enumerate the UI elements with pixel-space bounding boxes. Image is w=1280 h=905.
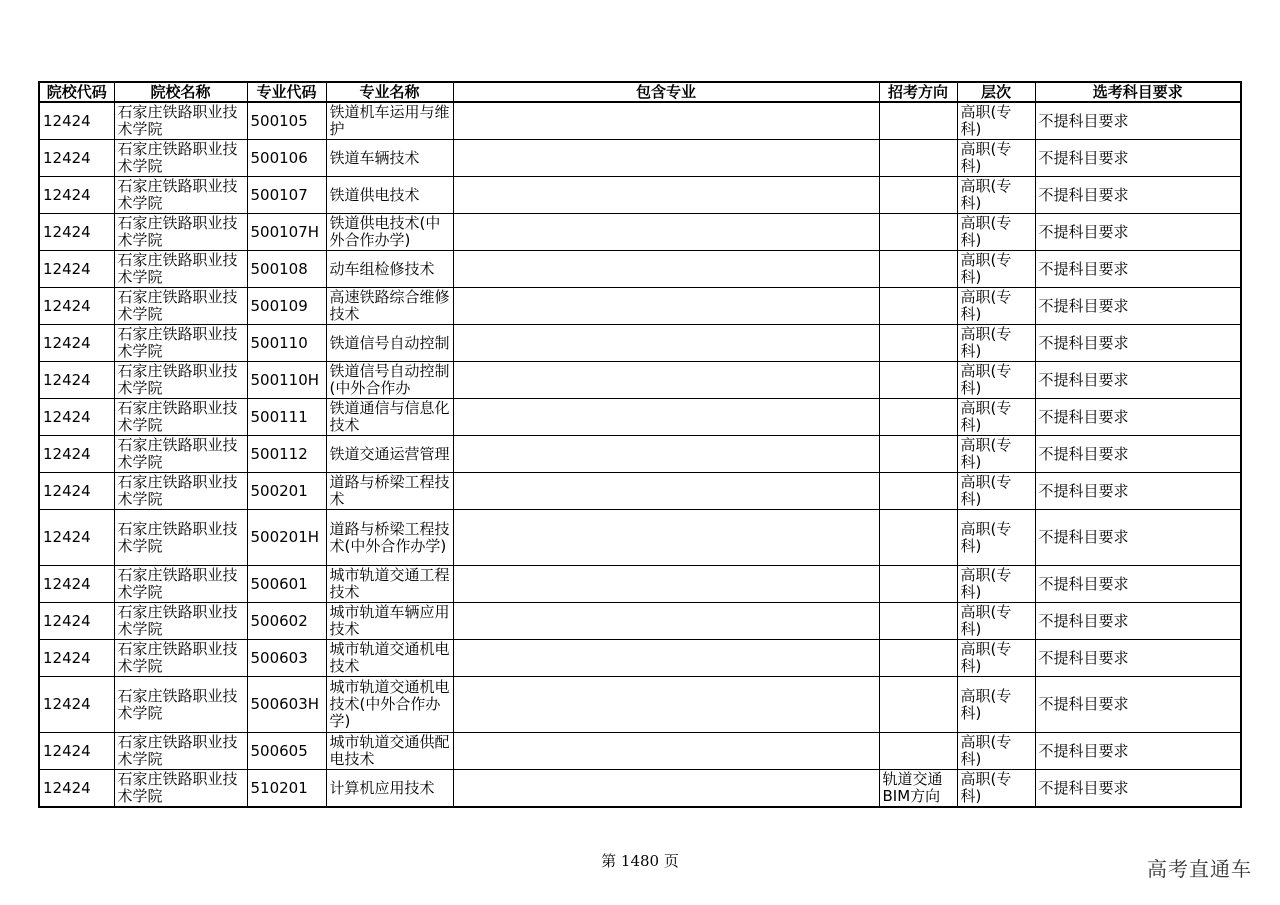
cell-direction (879, 473, 957, 510)
cell-direction (879, 603, 957, 640)
cell-subject-requirement: 不提科目要求 (1035, 177, 1241, 214)
cell-level: 高职(专科) (957, 325, 1035, 362)
cell-subject-requirement: 不提科目要求 (1035, 473, 1241, 510)
cell-subject-requirement: 不提科目要求 (1035, 677, 1241, 733)
cell-school-code: 12424 (39, 102, 114, 140)
cell-school-code: 12424 (39, 214, 114, 251)
header-level: 层次 (957, 82, 1035, 102)
cell-direction (879, 214, 957, 251)
cell-school-name: 石家庄铁路职业技术学院 (114, 288, 247, 325)
cell-major-code: 500110H (247, 362, 326, 399)
cell-included-majors (453, 473, 879, 510)
cell-included-majors (453, 177, 879, 214)
header-direction: 招考方向 (879, 82, 957, 102)
cell-direction (879, 510, 957, 566)
cell-major-code: 500603H (247, 677, 326, 733)
cell-major-name: 铁道供电技术 (326, 177, 453, 214)
cell-major-code: 500601 (247, 566, 326, 603)
cell-school-code: 12424 (39, 140, 114, 177)
cell-school-name: 石家庄铁路职业技术学院 (114, 733, 247, 770)
cell-direction (879, 140, 957, 177)
cell-major-code: 500201H (247, 510, 326, 566)
cell-major-name: 铁道信号自动控制(中外合作办 (326, 362, 453, 399)
cell-major-code: 500107H (247, 214, 326, 251)
cell-major-name: 城市轨道交通机电技术(中外合作办学) (326, 677, 453, 733)
cell-level: 高职(专科) (957, 733, 1035, 770)
cell-school-name: 石家庄铁路职业技术学院 (114, 510, 247, 566)
cell-school-name: 石家庄铁路职业技术学院 (114, 177, 247, 214)
cell-major-name: 铁道机车运用与维护 (326, 102, 453, 140)
cell-included-majors (453, 251, 879, 288)
cell-included-majors (453, 214, 879, 251)
cell-level: 高职(专科) (957, 677, 1035, 733)
table-row (39, 566, 1241, 603)
cell-level: 高职(专科) (957, 603, 1035, 640)
cell-major-code: 500605 (247, 733, 326, 770)
page-number: 第 1480 页 (601, 852, 679, 870)
cell-major-name: 动车组检修技术 (326, 251, 453, 288)
cell-school-name: 石家庄铁路职业技术学院 (114, 436, 247, 473)
cell-major-code: 500109 (247, 288, 326, 325)
cell-school-code: 12424 (39, 677, 114, 733)
cell-major-name: 铁道供电技术(中外合作办学) (326, 214, 453, 251)
cell-school-code: 12424 (39, 177, 114, 214)
cell-school-code: 12424 (39, 473, 114, 510)
cell-included-majors (453, 288, 879, 325)
cell-subject-requirement: 不提科目要求 (1035, 566, 1241, 603)
cell-school-name: 石家庄铁路职业技术学院 (114, 362, 247, 399)
cell-level: 高职(专科) (957, 510, 1035, 566)
cell-included-majors (453, 325, 879, 362)
header-included-majors: 包含专业 (453, 82, 879, 102)
table-row (39, 362, 1241, 399)
cell-subject-requirement: 不提科目要求 (1035, 770, 1241, 808)
cell-direction (879, 733, 957, 770)
cell-school-code: 12424 (39, 325, 114, 362)
cell-included-majors (453, 566, 879, 603)
cell-school-name: 石家庄铁路职业技术学院 (114, 140, 247, 177)
cell-level: 高职(专科) (957, 436, 1035, 473)
cell-level: 高职(专科) (957, 288, 1035, 325)
cell-included-majors (453, 436, 879, 473)
cell-direction (879, 325, 957, 362)
cell-school-name: 石家庄铁路职业技术学院 (114, 640, 247, 677)
cell-school-code: 12424 (39, 770, 114, 808)
cell-major-code: 500201 (247, 473, 326, 510)
cell-included-majors (453, 102, 879, 140)
cell-major-name: 高速铁路综合维修技术 (326, 288, 453, 325)
table-row (39, 399, 1241, 436)
cell-subject-requirement: 不提科目要求 (1035, 436, 1241, 473)
cell-major-name: 城市轨道车辆应用技术 (326, 603, 453, 640)
cell-level: 高职(专科) (957, 770, 1035, 808)
cell-school-name: 石家庄铁路职业技术学院 (114, 102, 247, 140)
header-school-name: 院校名称 (114, 82, 247, 102)
header-major-name: 专业名称 (326, 82, 453, 102)
cell-level: 高职(专科) (957, 362, 1035, 399)
cell-school-code: 12424 (39, 566, 114, 603)
table-row (39, 677, 1241, 733)
cell-school-code: 12424 (39, 362, 114, 399)
cell-subject-requirement: 不提科目要求 (1035, 325, 1241, 362)
cell-subject-requirement: 不提科目要求 (1035, 251, 1241, 288)
cell-direction (879, 251, 957, 288)
cell-school-name: 石家庄铁路职业技术学院 (114, 566, 247, 603)
cell-level: 高职(专科) (957, 102, 1035, 140)
cell-school-name: 石家庄铁路职业技术学院 (114, 214, 247, 251)
table-row (39, 251, 1241, 288)
cell-school-code: 12424 (39, 436, 114, 473)
cell-major-name: 铁道通信与信息化技术 (326, 399, 453, 436)
cell-direction (879, 102, 957, 140)
cell-direction: 轨道交通BIM方向 (879, 770, 957, 808)
cell-level: 高职(专科) (957, 140, 1035, 177)
cell-level: 高职(专科) (957, 399, 1035, 436)
cell-major-name: 城市轨道交通供配电技术 (326, 733, 453, 770)
cell-school-code: 12424 (39, 510, 114, 566)
cell-included-majors (453, 677, 879, 733)
cell-major-code: 500105 (247, 102, 326, 140)
cell-included-majors (453, 770, 879, 808)
cell-direction (879, 362, 957, 399)
cell-major-code: 510201 (247, 770, 326, 808)
cell-subject-requirement: 不提科目要求 (1035, 214, 1241, 251)
cell-direction (879, 640, 957, 677)
admissions-table (38, 81, 1242, 808)
table-body (39, 102, 1241, 807)
table-row (39, 288, 1241, 325)
cell-included-majors (453, 140, 879, 177)
cell-subject-requirement: 不提科目要求 (1035, 640, 1241, 677)
cell-school-code: 12424 (39, 640, 114, 677)
cell-major-name: 铁道信号自动控制 (326, 325, 453, 362)
cell-subject-requirement: 不提科目要求 (1035, 510, 1241, 566)
cell-subject-requirement: 不提科目要求 (1035, 603, 1241, 640)
header-major-code: 专业代码 (247, 82, 326, 102)
cell-level: 高职(专科) (957, 251, 1035, 288)
cell-school-name: 石家庄铁路职业技术学院 (114, 603, 247, 640)
cell-subject-requirement: 不提科目要求 (1035, 288, 1241, 325)
cell-school-name: 石家庄铁路职业技术学院 (114, 677, 247, 733)
cell-direction (879, 566, 957, 603)
table-row (39, 733, 1241, 770)
cell-subject-requirement: 不提科目要求 (1035, 362, 1241, 399)
cell-direction (879, 288, 957, 325)
cell-level: 高职(专科) (957, 214, 1035, 251)
cell-level: 高职(专科) (957, 566, 1035, 603)
cell-major-name: 城市轨道交通机电技术 (326, 640, 453, 677)
cell-major-code: 500107 (247, 177, 326, 214)
cell-school-code: 12424 (39, 288, 114, 325)
cell-direction (879, 399, 957, 436)
cell-direction (879, 436, 957, 473)
cell-major-name: 道路与桥梁工程技术 (326, 473, 453, 510)
table-row (39, 603, 1241, 640)
cell-subject-requirement: 不提科目要求 (1035, 140, 1241, 177)
cell-major-code: 500106 (247, 140, 326, 177)
cell-major-name: 铁道交通运营管理 (326, 436, 453, 473)
cell-major-code: 500110 (247, 325, 326, 362)
table-row (39, 770, 1241, 808)
cell-included-majors (453, 510, 879, 566)
cell-level: 高职(专科) (957, 473, 1035, 510)
cell-major-code: 500111 (247, 399, 326, 436)
cell-major-name: 铁道车辆技术 (326, 140, 453, 177)
table-header-row (39, 82, 1241, 102)
cell-direction (879, 677, 957, 733)
cell-school-code: 12424 (39, 399, 114, 436)
cell-included-majors (453, 733, 879, 770)
table-row (39, 214, 1241, 251)
cell-school-name: 石家庄铁路职业技术学院 (114, 770, 247, 808)
table-row (39, 102, 1241, 140)
cell-major-code: 500108 (247, 251, 326, 288)
cell-level: 高职(专科) (957, 177, 1035, 214)
cell-school-name: 石家庄铁路职业技术学院 (114, 251, 247, 288)
cell-major-code: 500603 (247, 640, 326, 677)
table-row (39, 473, 1241, 510)
cell-school-name: 石家庄铁路职业技术学院 (114, 473, 247, 510)
cell-subject-requirement: 不提科目要求 (1035, 102, 1241, 140)
cell-subject-requirement: 不提科目要求 (1035, 733, 1241, 770)
header-subject-requirement: 选考科目要求 (1035, 82, 1241, 102)
cell-school-name: 石家庄铁路职业技术学院 (114, 399, 247, 436)
cell-included-majors (453, 603, 879, 640)
cell-school-name: 石家庄铁路职业技术学院 (114, 325, 247, 362)
cell-school-code: 12424 (39, 603, 114, 640)
table-row (39, 436, 1241, 473)
table-row (39, 140, 1241, 177)
cell-major-code: 500602 (247, 603, 326, 640)
cell-subject-requirement: 不提科目要求 (1035, 399, 1241, 436)
cell-included-majors (453, 362, 879, 399)
cell-major-code: 500112 (247, 436, 326, 473)
watermark-logo: 高考直通车 (1147, 857, 1252, 881)
table-row (39, 177, 1241, 214)
cell-level: 高职(专科) (957, 640, 1035, 677)
table-row (39, 640, 1241, 677)
table-row (39, 510, 1241, 566)
cell-direction (879, 177, 957, 214)
cell-included-majors (453, 640, 879, 677)
cell-major-name: 道路与桥梁工程技术(中外合作办学) (326, 510, 453, 566)
cell-major-name: 城市轨道交通工程技术 (326, 566, 453, 603)
header-school-code: 院校代码 (39, 82, 114, 102)
cell-major-name: 计算机应用技术 (326, 770, 453, 808)
cell-school-code: 12424 (39, 733, 114, 770)
cell-included-majors (453, 399, 879, 436)
table-row (39, 325, 1241, 362)
cell-school-code: 12424 (39, 251, 114, 288)
